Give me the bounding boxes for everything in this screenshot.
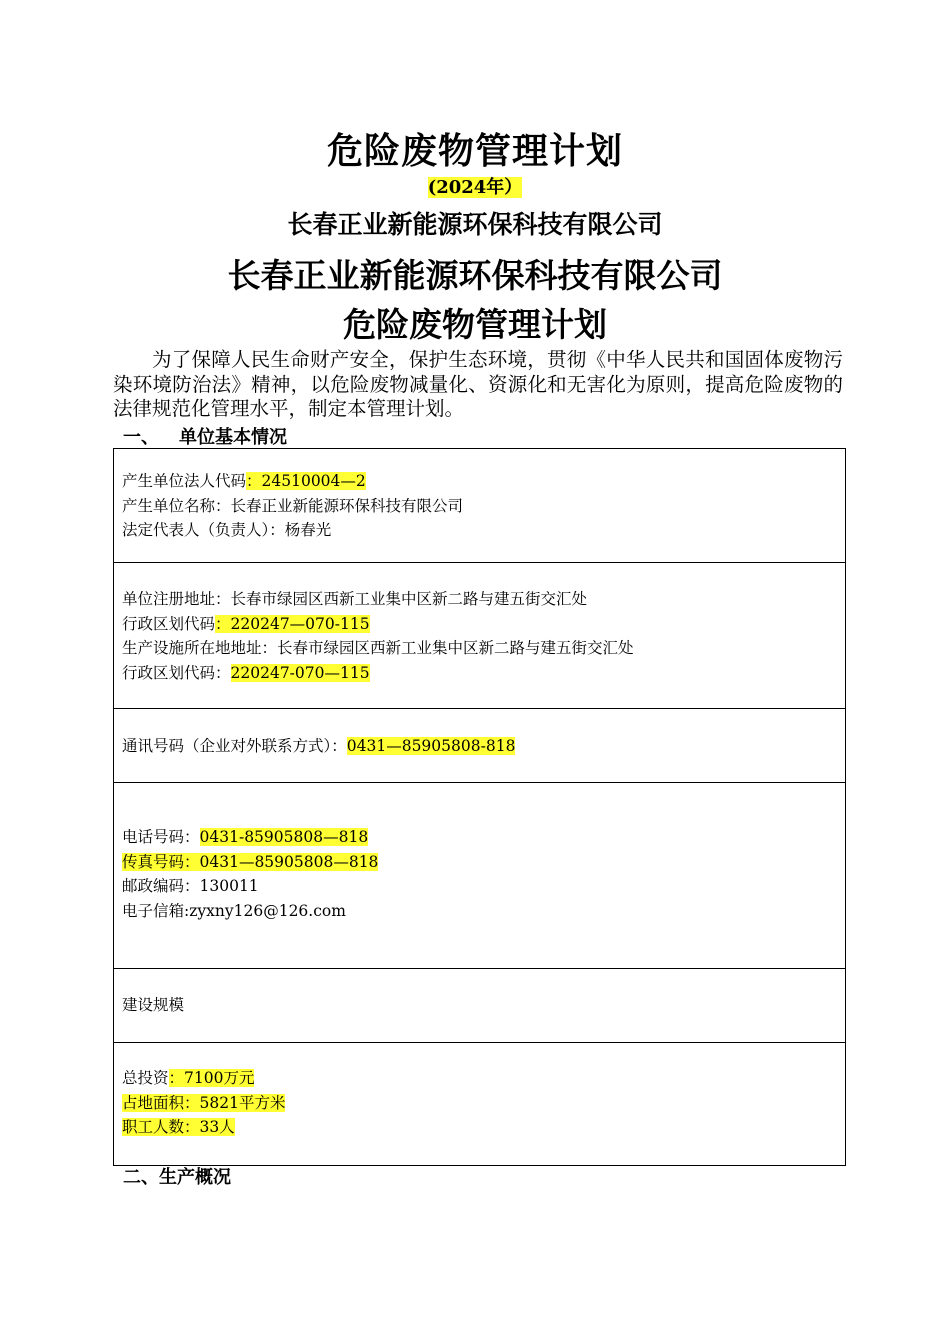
legal-code-value: ：24510004—2 xyxy=(246,472,366,490)
admin-code-value-1: ：220247—070-115 xyxy=(215,614,370,633)
staff-line xyxy=(122,1115,845,1140)
admin-code-value-2: 220247-070—115 xyxy=(230,663,370,682)
section-title: 单位基本情况 xyxy=(179,427,287,448)
admin-code-line-1 xyxy=(122,612,845,637)
unit-info-table xyxy=(113,448,846,1166)
plan-heading: 危险废物管理计划 xyxy=(343,305,607,344)
section-heading-2: 二、生产概况 xyxy=(123,1167,231,1188)
company-name-subtitle: 长春正业新能源环保科技有限公司 xyxy=(287,210,663,239)
legal-code-label: 产生单位法人代码 xyxy=(122,472,247,490)
admin-code-line-2 xyxy=(122,661,845,686)
doc-year xyxy=(0,176,950,200)
table-row-contact xyxy=(114,709,845,783)
section-heading-1 xyxy=(123,426,287,450)
legal-rep-line: 法定代表人（负责人）：杨春光 xyxy=(122,521,332,539)
intro-paragraph: 为了保障人民生命财产安全，保护生态环境，贯彻《中华人民共和国固体废物污染环境防治法》精神，以危险废物减量化、资源化和无害化为原则，提高危险废物的法律规范化管理水平，制定本管理计划。 xyxy=(113,348,843,420)
postcode-line: 邮政编码：130011 xyxy=(122,877,259,895)
contact-value: 0431—85905808-818 xyxy=(346,737,516,755)
contact-line xyxy=(122,734,845,759)
admin-code-label-1: 行政区划代码 xyxy=(122,614,216,633)
phone-label: 电话号码： xyxy=(122,828,200,846)
staff-value: 职工人数：33人 xyxy=(122,1118,235,1136)
doc-title: 危险废物管理计划 xyxy=(326,131,623,172)
phone-value: 0431-85905808—818 xyxy=(199,828,369,846)
year-text: (2024年） xyxy=(427,177,523,198)
contact-label: 通讯号码（企业对外联系方式）： xyxy=(122,737,347,755)
reg-address-line: 单位注册地址：长春市绿园区西新工业集中区新二路与建五街交汇处 xyxy=(122,590,588,608)
phone-line xyxy=(122,825,845,850)
fax-line xyxy=(122,850,845,875)
email-line: 电子信箱:zyxny126@126.com xyxy=(122,901,346,920)
section-number: 一、 xyxy=(123,427,159,448)
scale-label: 建设规模 xyxy=(122,996,185,1014)
legal-code-line xyxy=(122,469,845,494)
table-row-telecom xyxy=(114,783,845,969)
table-row-scale xyxy=(114,969,845,1043)
table-row-investment xyxy=(114,1043,845,1165)
investment-line xyxy=(122,1066,845,1091)
investment-value: ：7100万元 xyxy=(168,1069,255,1087)
area-value: 占地面积：5821平方米 xyxy=(122,1093,286,1112)
admin-code-label-2: 行政区划代码： xyxy=(122,663,231,682)
table-row-unit xyxy=(114,449,845,563)
company-name-heading: 长春正业新能源环保科技有限公司 xyxy=(227,256,723,295)
fax-value: 传真号码：0431—85905808—818 xyxy=(122,852,379,871)
table-row-address xyxy=(114,563,845,709)
area-line xyxy=(122,1091,845,1116)
investment-label: 总投资 xyxy=(122,1069,169,1087)
unit-name-line: 产生单位名称：长春正业新能源环保科技有限公司 xyxy=(122,496,464,515)
facility-address-line: 生产设施所在地地址：长春市绿园区西新工业集中区新二路与建五街交汇处 xyxy=(122,639,634,657)
